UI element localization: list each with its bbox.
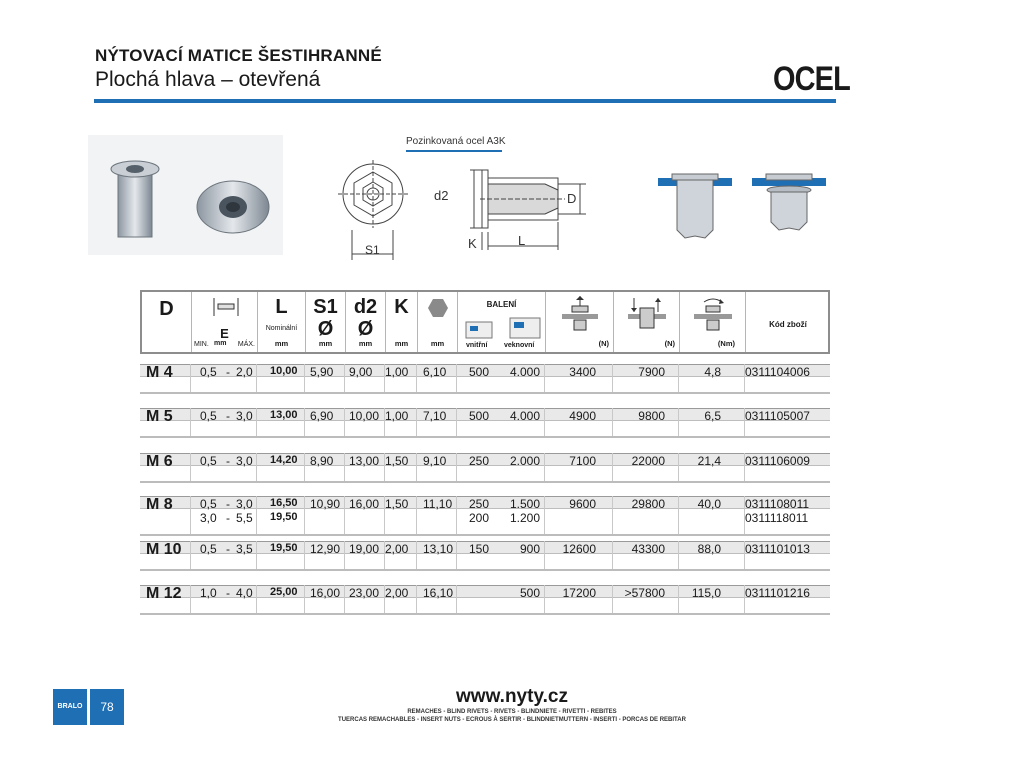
label-d: D [567, 191, 577, 206]
column-divider [344, 541, 345, 569]
thread-size: M 12 [146, 585, 182, 602]
cell-f1: 7100 [569, 454, 596, 468]
cell-d2: 19,00 [349, 542, 380, 556]
page-title: NÝTOVACÍ MATICE ŠESTIHRANNÉ [95, 46, 382, 65]
material-note: Pozinkovaná ocel A3K [406, 136, 506, 147]
cell-code: 0311101216 [745, 586, 810, 600]
cell-emax: 2,0 [236, 365, 253, 379]
row-separator [140, 569, 830, 571]
header-baleni: BALENÍ vnitřní veknovní [458, 292, 546, 352]
thread-size: M 6 [146, 453, 173, 470]
thread-size: M 8 [146, 496, 173, 513]
cell-k: 2,00 [385, 542, 409, 556]
cell-f2: 43300 [631, 542, 665, 556]
row-separator [140, 481, 830, 483]
cell-t: 40,0 [697, 497, 721, 511]
column-divider [612, 541, 613, 569]
cell-code: 0311104006 [745, 365, 810, 379]
cell-l: 10,00 [270, 365, 298, 377]
cell-code: 0311101013 [745, 542, 810, 556]
bralo-logo: BRALO [53, 689, 87, 725]
header-tensile: (N) [546, 292, 614, 352]
cell-dash: - [226, 454, 230, 468]
column-divider [678, 364, 679, 392]
cell-outer: 4.000 [509, 365, 540, 379]
column-divider [544, 364, 545, 392]
cell-s1: 8,90 [310, 454, 334, 468]
cell-d2: 10,00 [349, 409, 380, 423]
cell-emin: 1,0 [200, 586, 217, 600]
label-l: L [518, 233, 526, 248]
column-divider [344, 364, 345, 392]
cell-hex: 7,10 [423, 409, 447, 423]
cell-inner: 250 [469, 497, 490, 511]
cell-f1: 3400 [569, 365, 596, 379]
column-divider [344, 496, 345, 534]
cell-t: 6,5 [704, 409, 721, 423]
cell-t: 88,0 [697, 542, 721, 556]
box-package-icon [464, 314, 544, 340]
cell-k: 1,00 [385, 409, 409, 423]
column-divider [456, 453, 457, 481]
cell-inner: 150 [469, 542, 490, 556]
page-subtitle: Plochá hlava – otevřená [95, 68, 321, 91]
cell-dash: - [226, 497, 230, 511]
cell-t: 115,0 [691, 586, 721, 600]
column-divider [256, 585, 257, 613]
cell-f2: >57800 [624, 586, 665, 600]
cell-hex: 16,10 [423, 586, 454, 600]
installed-view-2-icon [752, 174, 826, 230]
table-row [140, 453, 830, 483]
cell-s1: 10,90 [310, 497, 341, 511]
thread-size: M 4 [146, 364, 173, 381]
column-divider [416, 585, 417, 613]
column-divider [304, 496, 305, 534]
cell-f1: 9600 [569, 497, 596, 511]
cell-hex: 11,10 [423, 497, 453, 511]
column-divider [416, 496, 417, 534]
column-divider [612, 364, 613, 392]
table-header [140, 290, 830, 354]
header-divider [94, 99, 836, 103]
cell-emin: 0,5 [200, 365, 217, 379]
header-d2: d2 Ø mm [346, 292, 386, 352]
table-row [140, 364, 830, 394]
column-divider [304, 585, 305, 613]
cell-k: 2,00 [385, 586, 409, 600]
grip-range-icon [210, 296, 242, 318]
footer-tagline-1: REMACHES - BLIND RIVETS - RIVETS - BLINDNIETE - RIVETTI - REBITES [407, 709, 617, 715]
cell-outer: 500 [519, 586, 540, 600]
column-divider [190, 453, 191, 481]
column-divider [304, 364, 305, 392]
cell-code: 0311108011 [745, 497, 810, 511]
cell-l: 19,50 [270, 542, 298, 554]
cell-emax: 5,5 [236, 511, 253, 525]
column-divider [416, 453, 417, 481]
label-d2: d2 [434, 188, 449, 203]
column-divider [456, 585, 457, 613]
column-divider [612, 453, 613, 481]
column-divider [190, 541, 191, 569]
cell-emin: 0,5 [200, 497, 217, 511]
cell-k: 1,00 [385, 365, 409, 379]
cell-s1: 6,90 [310, 409, 334, 423]
column-divider [456, 364, 457, 392]
cell-emin: 3,0 [200, 511, 217, 525]
cell-f2: 7900 [638, 365, 665, 379]
cell-code: 0311118011 [745, 511, 809, 525]
cell-outer: 900 [519, 542, 540, 556]
torque-test-icon [692, 296, 734, 336]
column-divider [678, 453, 679, 481]
cell-inner: 250 [469, 454, 490, 468]
header-s1: S1 Ø mm [306, 292, 346, 352]
cell-code: 0311105007 [745, 409, 810, 423]
column-divider [678, 408, 679, 436]
cell-dash: - [226, 586, 230, 600]
cell-t: 4,8 [704, 365, 721, 379]
row-separator [140, 534, 830, 536]
tensile-test-icon [560, 296, 600, 336]
table-row [140, 496, 830, 536]
cell-inner: 500 [469, 409, 490, 423]
nut-section-view-icon [470, 170, 586, 250]
column-divider [416, 541, 417, 569]
cell-hex: 13,10 [423, 542, 454, 556]
footer-tagline-2: TUERCAS REMACHABLES - INSERT NUTS - ECROUS À SERTIR - BLINDNIETMUTTERN - INSERTI - PORCAS DE REBITAR [338, 717, 686, 723]
row-separator [140, 613, 830, 615]
cell-emax: 3,0 [236, 497, 253, 511]
cell-hex: 6,10 [423, 365, 447, 379]
column-divider [678, 585, 679, 613]
column-divider [256, 496, 257, 534]
row-separator [140, 436, 830, 438]
column-divider [456, 408, 457, 436]
cell-s1: 12,90 [310, 542, 341, 556]
cell-d2: 13,00 [349, 454, 380, 468]
installed-view-1-icon [658, 174, 732, 238]
cell-emax: 3,0 [236, 454, 253, 468]
header-hex: mm [418, 292, 458, 352]
cell-l: 19,50 [270, 511, 298, 523]
column-divider [456, 496, 457, 534]
cell-emax: 3,0 [236, 409, 253, 423]
cell-dash: - [226, 409, 230, 423]
column-divider [416, 364, 417, 392]
column-divider [256, 541, 257, 569]
cell-hex: 9,10 [423, 454, 447, 468]
column-divider [612, 585, 613, 613]
cell-d2: 16,00 [349, 497, 380, 511]
header-d: D [142, 292, 192, 352]
column-divider [544, 453, 545, 481]
cell-dash: - [226, 542, 230, 556]
column-divider [678, 496, 679, 534]
cell-d2: 9,00 [349, 365, 373, 379]
cell-l: 25,00 [270, 586, 298, 598]
header-e: E mm MIN. MÁX. [192, 292, 258, 352]
column-divider [456, 541, 457, 569]
column-divider [190, 408, 191, 436]
cell-f1: 17200 [562, 586, 596, 600]
row-separator [140, 392, 830, 394]
table-row [140, 408, 830, 438]
page-number: 78 [90, 689, 124, 725]
cell-outer: 4.000 [509, 409, 540, 423]
cell-s1: 16,00 [310, 586, 341, 600]
column-divider [678, 541, 679, 569]
cell-dash: - [226, 511, 230, 525]
column-divider [256, 453, 257, 481]
cell-emax: 4,0 [236, 586, 253, 600]
cell-t: 21,4 [697, 454, 721, 468]
push-out-test-icon [626, 296, 668, 336]
material-label: OCEL [773, 60, 850, 98]
column-divider [304, 453, 305, 481]
header-l: L Nominální mm [258, 292, 306, 352]
cell-code: 0311106009 [745, 454, 810, 468]
column-divider [544, 585, 545, 613]
column-divider [190, 364, 191, 392]
cell-l: 14,20 [270, 454, 298, 466]
website-link[interactable]: www.nyty.cz [456, 686, 568, 707]
table-row [140, 541, 830, 571]
column-divider [304, 541, 305, 569]
cell-outer: 1.500 [509, 497, 540, 511]
cell-emin: 0,5 [200, 409, 217, 423]
column-divider [190, 496, 191, 534]
column-divider [344, 408, 345, 436]
column-divider [344, 453, 345, 481]
header-torque: (Nm) [680, 292, 746, 352]
cell-f2: 22000 [631, 454, 665, 468]
column-divider [612, 408, 613, 436]
cell-emax: 3,5 [236, 542, 253, 556]
hexagon-icon [427, 298, 449, 318]
cell-emin: 0,5 [200, 542, 217, 556]
cell-f1: 12600 [562, 542, 596, 556]
cell-outer: 1.200 [509, 511, 540, 525]
thread-size: M 5 [146, 408, 173, 425]
column-divider [544, 541, 545, 569]
column-divider [190, 585, 191, 613]
cell-f1: 4900 [569, 409, 596, 423]
product-photo [88, 135, 283, 255]
column-divider [612, 496, 613, 534]
cell-d2: 23,00 [349, 586, 380, 600]
cell-f2: 9800 [638, 409, 665, 423]
rivet-nut-photo-icon [88, 135, 283, 255]
cell-k: 1,50 [385, 497, 409, 511]
header-pushout: (N) [614, 292, 680, 352]
column-divider [544, 408, 545, 436]
cell-l: 16,50 [270, 497, 298, 509]
thread-size: M 10 [146, 541, 182, 558]
cell-inner: 500 [469, 365, 490, 379]
label-k: K [468, 236, 477, 251]
cell-f2: 29800 [631, 497, 665, 511]
column-divider [344, 585, 345, 613]
column-divider [304, 408, 305, 436]
cell-l: 13,00 [270, 409, 298, 421]
cell-s1: 5,90 [310, 365, 334, 379]
cell-outer: 2.000 [509, 454, 540, 468]
cell-inner: 200 [469, 511, 490, 525]
column-divider [256, 408, 257, 436]
cell-emin: 0,5 [200, 454, 217, 468]
technical-drawing [330, 150, 830, 260]
label-s1: S1 [365, 243, 380, 257]
cell-k: 1,50 [385, 454, 409, 468]
column-divider [256, 364, 257, 392]
column-divider [544, 496, 545, 534]
header-code: Kód zboží [769, 320, 807, 329]
table-row [140, 585, 830, 615]
column-divider [416, 408, 417, 436]
header-k: K mm [386, 292, 418, 352]
cell-dash: - [226, 365, 230, 379]
